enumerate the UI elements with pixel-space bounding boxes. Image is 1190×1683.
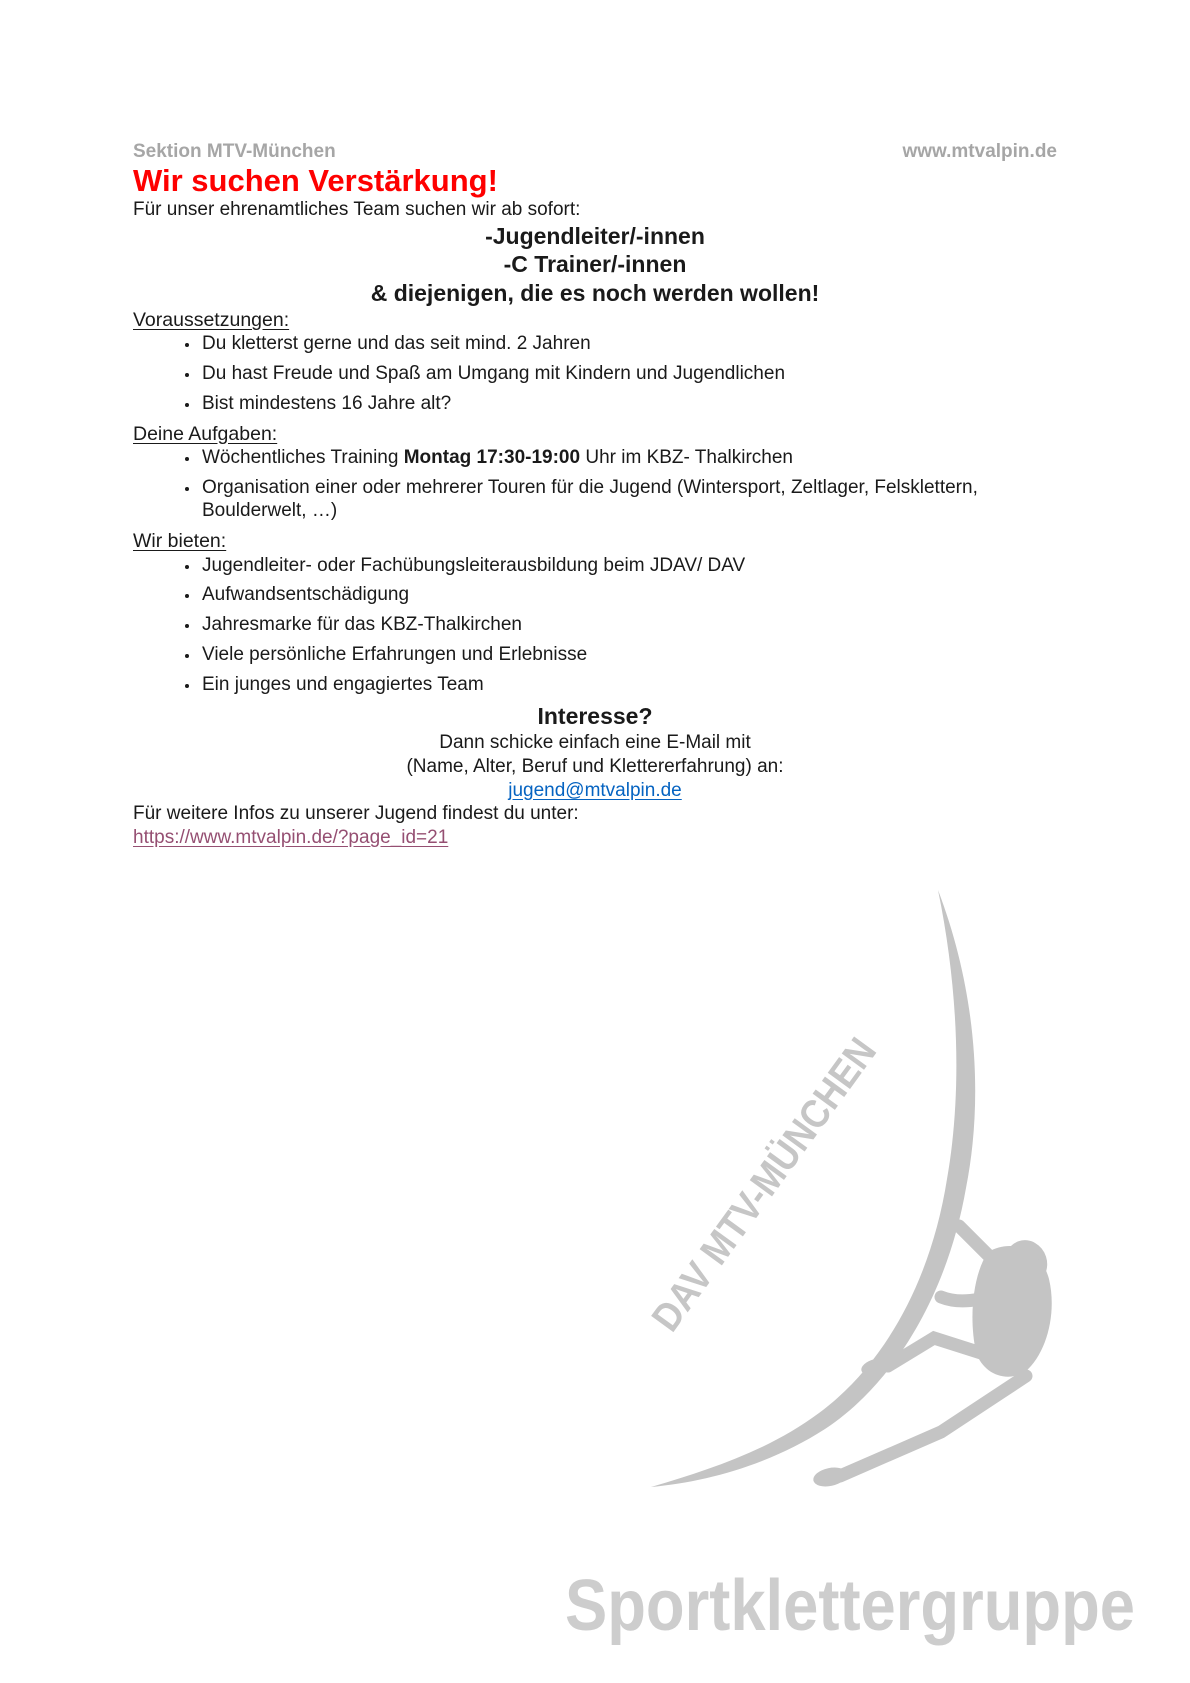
aufgaben-list bbox=[133, 446, 1057, 523]
email-line bbox=[133, 779, 1057, 803]
list-item: • Organisation einer oder mehrerer Touren für die Jugend (Wintersport, Zeltlager, Felsklettern, Boulderwelt, …) bbox=[200, 476, 1057, 524]
role-aspirants: & diejenigen, die es noch werden wollen! bbox=[370, 280, 820, 307]
training-text-pre: Wöchentliches Training bbox=[202, 446, 404, 468]
list-item: • Jugendleiter- oder Fachübungsleiterausbildung beim JDAV/ DAV bbox=[200, 554, 1057, 578]
list-item: • Bist mindestens 16 Jahre alt? bbox=[200, 392, 1057, 416]
watermark-diagonal-text: DAV MTV-MÜNCHEN bbox=[643, 995, 911, 1340]
page-title: Wir suchen Verstärkung! bbox=[133, 162, 498, 198]
section-heading-voraussetzungen: Voraussetzungen: bbox=[133, 308, 290, 331]
list-item: • Aufwandsentschädigung bbox=[200, 583, 1057, 607]
training-text-post: Uhr im KBZ- Thalkirchen bbox=[580, 446, 793, 468]
list-item: • Du kletterst gerne und das seit mind. 2 Jahren bbox=[200, 332, 1057, 356]
header-website: www.mtvalpin.de bbox=[902, 141, 1057, 162]
list-item bbox=[200, 446, 1057, 470]
training-time-bold: Montag 17:30-19:00 bbox=[403, 446, 581, 468]
list-item: • Viele persönliche Erfahrungen und Erlebnisse bbox=[200, 643, 1057, 667]
page-header bbox=[133, 0, 1057, 164]
email-link[interactable]: jugend@mtvalpin.de bbox=[508, 779, 682, 801]
watermark-bottom-text: Sportklettergruppe bbox=[565, 1566, 1135, 1646]
role-jugendleiter: -Jugendleiter/-innen bbox=[485, 222, 705, 249]
list-item: • Ein junges und engagiertes Team bbox=[200, 673, 1057, 697]
voraussetzungen-list bbox=[133, 332, 1057, 415]
section-heading-bieten: Wir bieten: bbox=[133, 530, 227, 553]
climber-silhouette bbox=[840, 1226, 1026, 1476]
interesse-heading: Interesse? bbox=[537, 703, 653, 730]
interesse-line-1: Dann schicke einfach eine E-Mail mit bbox=[439, 732, 751, 754]
footer-url-line bbox=[133, 826, 1057, 850]
header-section-name: Sektion MTV-München bbox=[133, 141, 336, 162]
list-item: • Du hast Freude und Spaß am Umgang mit Kindern und Jugendlichen bbox=[200, 362, 1057, 386]
list-item: • Jahresmarke für das KBZ-Thalkirchen bbox=[200, 613, 1057, 637]
footer-info-line: Für weitere Infos zu unserer Jugend findest du unter: bbox=[133, 803, 579, 825]
interesse-line-2: (Name, Alter, Beruf und Klettererfahrung) an: bbox=[406, 755, 784, 777]
climber-body bbox=[812, 1235, 1054, 1490]
intro-line: Für unser ehrenamtliches Team suchen wir ab sofort: bbox=[133, 198, 581, 220]
bieten-list bbox=[133, 554, 1057, 697]
swoosh-shape bbox=[651, 890, 975, 1487]
role-c-trainer: -C Trainer/-innen bbox=[503, 251, 687, 278]
section-heading-aufgaben: Deine Aufgaben: bbox=[133, 422, 278, 445]
jugend-page-link[interactable]: https://www.mtvalpin.de/?page_id=21 bbox=[133, 827, 449, 849]
document-content bbox=[133, 0, 1057, 850]
